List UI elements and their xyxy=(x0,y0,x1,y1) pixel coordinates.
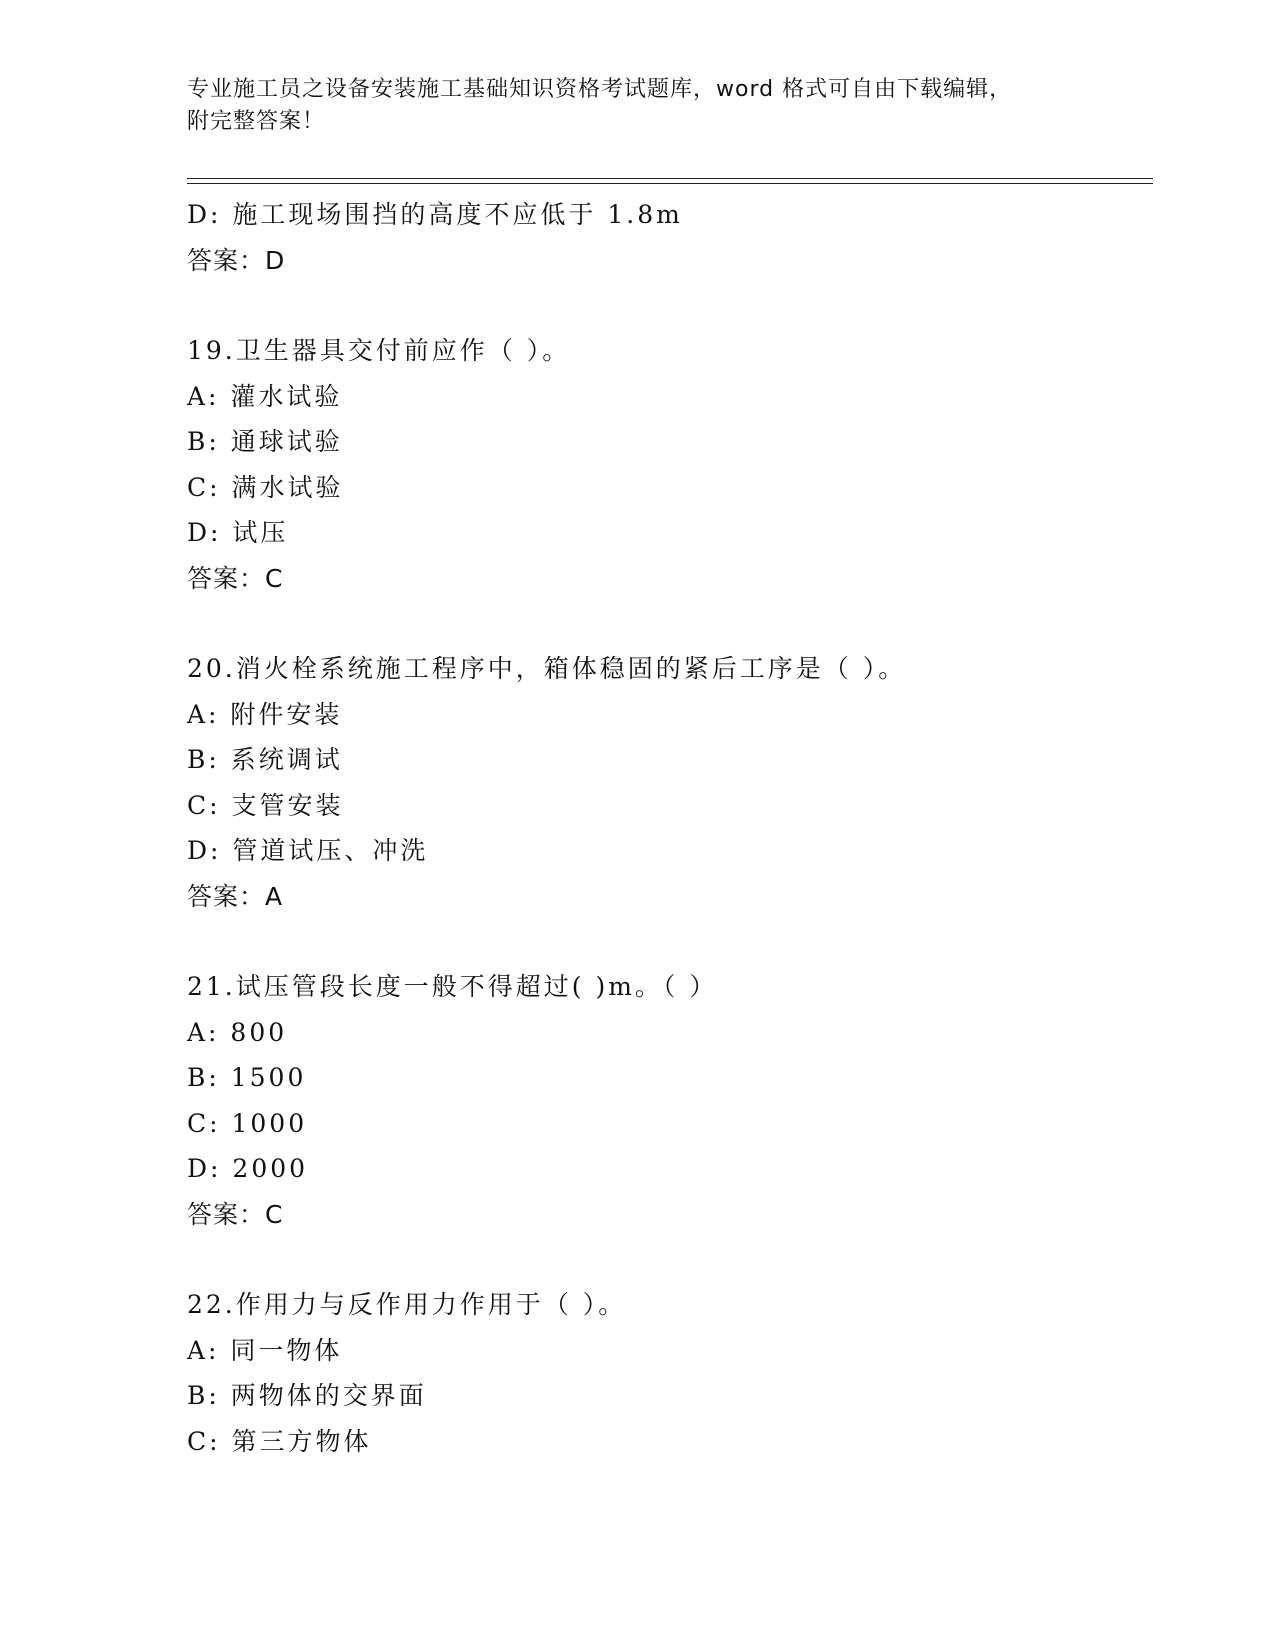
option-a: A: 灌水试验 xyxy=(187,381,343,411)
header-divider-bottom xyxy=(187,183,1153,184)
header-line-2: 附完整答案！ xyxy=(187,109,326,134)
spacer xyxy=(187,601,1147,646)
option-d: D: 试压 xyxy=(187,518,289,547)
option-a: A: 附件安装 xyxy=(187,699,343,729)
option-c: C: 第三方物体 xyxy=(187,1426,372,1456)
answer-line: 答案：A xyxy=(187,881,284,911)
question-21 xyxy=(187,964,1147,1237)
header-line-1: 专业施工员之设备安装施工基础知识资格考试题库，word 格式可自由下载编辑， xyxy=(187,77,1013,102)
answer-line: 答案：C xyxy=(187,1199,284,1229)
question-20 xyxy=(187,646,1147,919)
option-c: C: 支管安装 xyxy=(187,790,344,820)
question-22 xyxy=(187,1282,1147,1464)
option-b: B: 两物体的交界面 xyxy=(187,1381,427,1410)
question-list xyxy=(187,192,1147,1464)
document-header xyxy=(187,74,1067,138)
header-divider-top xyxy=(187,178,1153,179)
question-stem: 22.作用力与反作用力作用于（ ）。 xyxy=(187,1290,627,1319)
answer-line: 答案：C xyxy=(187,563,284,593)
spacer xyxy=(187,919,1147,964)
option-b: B: 通球试验 xyxy=(187,427,343,456)
option-c: C: 1000 xyxy=(187,1108,308,1138)
question-19 xyxy=(187,328,1147,601)
spacer xyxy=(187,283,1147,328)
spacer xyxy=(187,1237,1147,1282)
option-b: B: 1500 xyxy=(187,1063,307,1092)
question-stem: 19.卫生器具交付前应作（ ）。 xyxy=(187,336,571,365)
previous-question-tail xyxy=(187,192,1147,283)
option-b: B: 系统调试 xyxy=(187,745,343,774)
option-d: D: 施工现场围挡的高度不应低于 1.8m xyxy=(187,200,683,229)
option-c: C: 满水试验 xyxy=(187,472,344,502)
answer-line: 答案：D xyxy=(187,245,286,275)
option-a: A: 同一物体 xyxy=(187,1335,343,1365)
question-stem: 21.试压管段长度一般不得超过( )m。（ ） xyxy=(187,972,718,1001)
option-d: D: 管道试压、冲洗 xyxy=(187,836,429,865)
question-stem: 20.消火栓系统施工程序中，箱体稳固的紧后工序是（ ）。 xyxy=(187,654,907,683)
option-a: A: 800 xyxy=(187,1017,288,1047)
option-d: D: 2000 xyxy=(187,1154,309,1183)
